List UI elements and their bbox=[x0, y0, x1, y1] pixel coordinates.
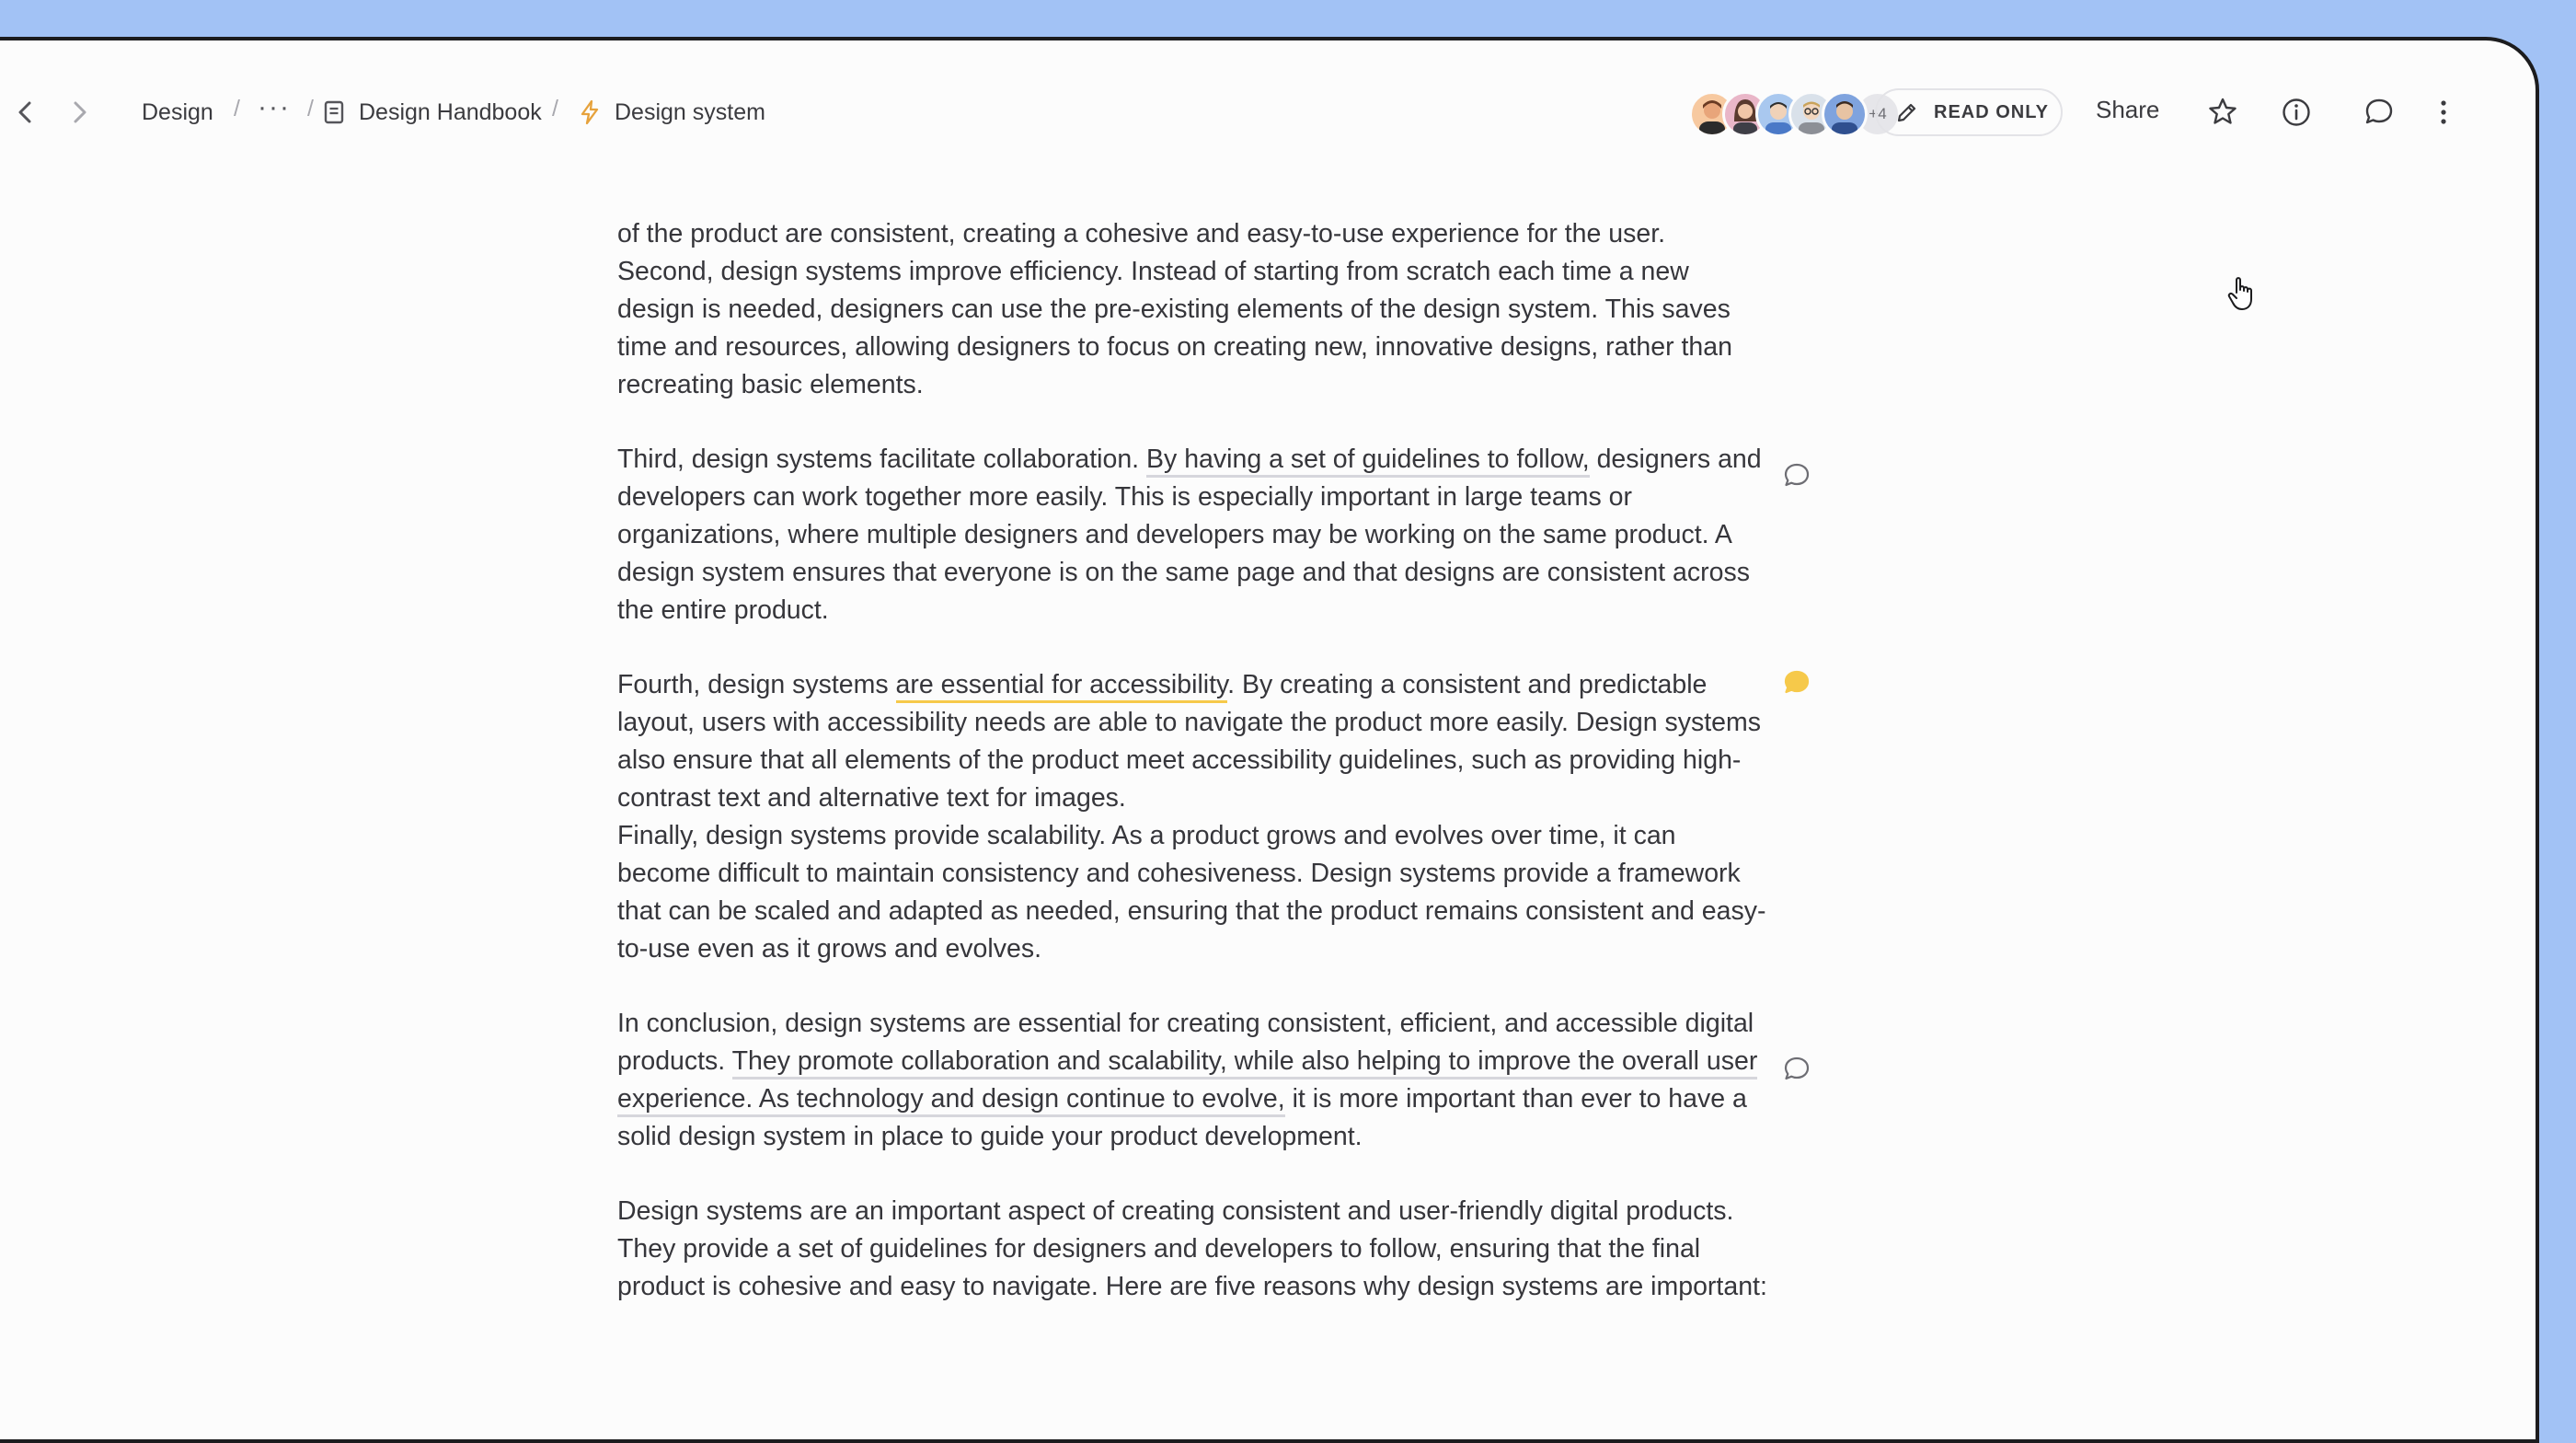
paragraph bbox=[617, 666, 1767, 817]
comment-marker-active[interactable] bbox=[1780, 666, 1813, 699]
read-only-label: READ ONLY bbox=[1934, 101, 2049, 122]
commented-text[interactable]: are essential for accessibility bbox=[896, 670, 1228, 703]
paragraph-text: Third, design systems facilitate collaboration. bbox=[617, 444, 1147, 474]
comment-marker[interactable] bbox=[1780, 459, 1813, 492]
more-collaborators-badge[interactable]: +4 bbox=[1855, 91, 1901, 137]
document-icon bbox=[320, 98, 348, 126]
commented-text[interactable]: By having a set of guidelines to follow, bbox=[1146, 444, 1590, 478]
more-options-button[interactable] bbox=[2425, 94, 2462, 131]
info-icon bbox=[2278, 94, 2315, 131]
star-icon bbox=[2204, 94, 2241, 131]
vertical-dots-icon bbox=[2425, 94, 2462, 131]
paragraph-text: In conclusion, design systems are essential for creating consistent, efficient, and accessible digital products. bbox=[617, 1009, 1754, 1076]
comment-icon bbox=[1780, 666, 1813, 699]
pencil-icon bbox=[1893, 98, 1921, 126]
chevron-left-icon bbox=[7, 94, 44, 131]
read-only-button[interactable] bbox=[1875, 88, 2063, 136]
info-button[interactable] bbox=[2278, 94, 2315, 131]
paragraph bbox=[617, 441, 1767, 629]
top-bar bbox=[0, 40, 2536, 188]
forward-button[interactable] bbox=[61, 94, 98, 131]
paragraph-text: designers and developers can work together more easily. This is especially important in large teams or organizations, where multiple designers and developers may be working on the same product. A design system ensures that everyone is on the same page and that designs are consistent across the entire product. bbox=[617, 444, 1762, 625]
comment-icon bbox=[1780, 459, 1813, 492]
paragraph bbox=[617, 1005, 1767, 1156]
app-window bbox=[0, 37, 2539, 1443]
comment-icon bbox=[1780, 1053, 1813, 1086]
paragraph: Finally, design systems provide scalability. As a product grows and evolves over time, it can become difficult to maintain consistency and cohesiveness. Design systems provide a framework that can be scaled and adapted as needed, ensuring that the product remains consistent and easy-to-use even as it grows and evolves. bbox=[617, 821, 1766, 964]
comments-button[interactable] bbox=[2361, 94, 2398, 131]
favorite-button[interactable] bbox=[2204, 94, 2241, 131]
paragraph-text: it is more important than ever to have a solid design system in place to guide your product development. bbox=[617, 1084, 1747, 1151]
bolt-icon bbox=[576, 98, 604, 126]
breadcrumb-label: Design bbox=[142, 98, 213, 125]
paragraph: Design systems are an important aspect of creating consistent and user-friendly digital products. They provide a set of guidelines for designers and developers to follow, ensuring that the final product is cohesive and easy to navigate. Here are five reasons why design systems are important: bbox=[617, 1196, 1767, 1301]
chevron-right-icon bbox=[61, 94, 98, 131]
breadcrumb-item-design-handbook[interactable] bbox=[320, 92, 542, 133]
avatar[interactable] bbox=[1822, 91, 1868, 137]
breadcrumb-separator: / bbox=[234, 96, 240, 121]
collaborator-avatars[interactable] bbox=[1689, 91, 1901, 135]
breadcrumb-separator: / bbox=[552, 96, 558, 121]
commented-text[interactable]: They promote collaboration and scalability, while also helping to improve the overall user experience. As technology and design continue to evolve, bbox=[617, 1046, 1757, 1117]
paragraph-text: Fourth, design systems bbox=[617, 670, 896, 699]
paragraph: of the product are consistent, creating a cohesive and easy-to-use experience for the user. Second, design systems improve efficiency. Instead of starting from scratch each time a new design is needed, designers can use the pre-existing elements of the design system. This saves time and resources, allowing designers to focus on creating new, innovative designs, rather than recreating basic elements. bbox=[617, 219, 1732, 399]
comment-marker[interactable] bbox=[1780, 1053, 1813, 1086]
breadcrumb-label: Design system bbox=[615, 98, 765, 125]
breadcrumb-label: Design Handbook bbox=[359, 98, 542, 125]
paragraph-text: . By creating a consistent and predictable layout, users with accessibility needs are able to navigate the product more easily. Design systems also ensure that all elements of the product meet accessibility guidelines, such as providing high-contrast text and alternative text for images. bbox=[617, 670, 1761, 813]
share-button[interactable]: Share bbox=[2096, 96, 2160, 123]
breadcrumb-more-button[interactable]: ··· bbox=[258, 92, 291, 122]
breadcrumb-separator: / bbox=[307, 96, 314, 121]
hand-cursor-icon bbox=[2226, 274, 2260, 315]
breadcrumb-item-design[interactable] bbox=[142, 92, 213, 133]
comment-icon bbox=[2361, 94, 2398, 131]
document-body bbox=[617, 215, 1767, 1343]
back-button[interactable] bbox=[7, 94, 44, 131]
breadcrumb-item-design-system[interactable] bbox=[576, 92, 765, 133]
